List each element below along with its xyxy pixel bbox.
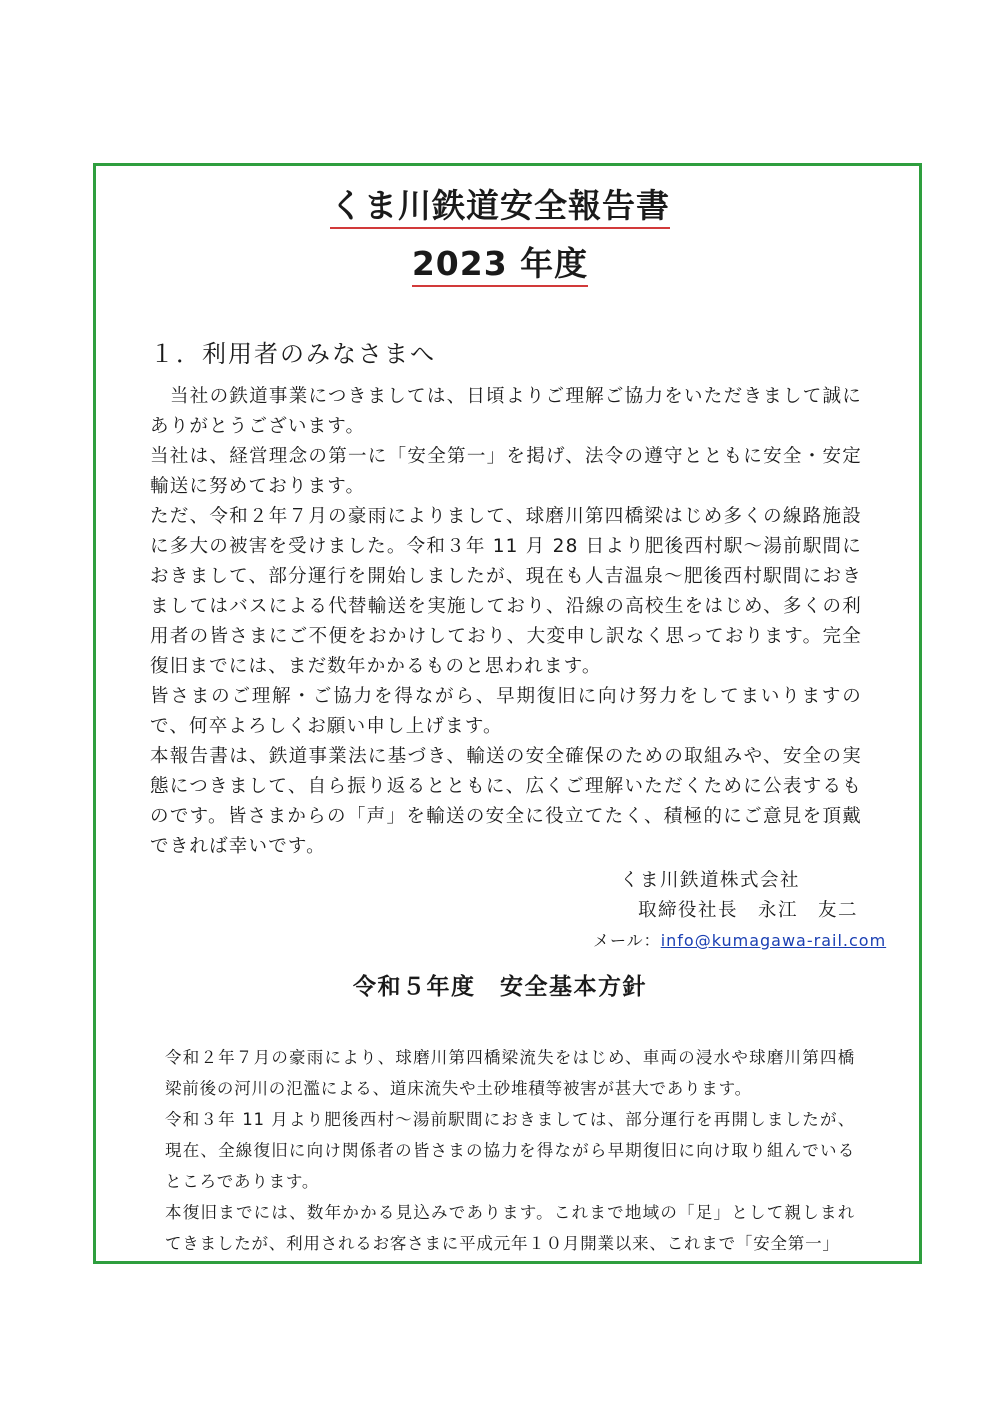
greeting-paragraph-5: 本報告書は、鉄道事業法に基づき、輸送の安全確保のための取組みや、安全の実態につきまして、自ら振り返るとともに、広くご理解いただくために公表するものです。皆さまからの「声」を輸送の安全に役立てたく、積極的にご意見を頂戴できれば幸いです。 [150,746,862,857]
greeting-paragraph-4: 皆さまのご理解・ご協力を得ながら、早期復旧に向け努力をしてまいりますので、何卒よろしくお願い申し上げます。 [150,686,862,737]
greeting-paragraph-2: 当社は、経営理念の第一に「安全第一」を掲げ、法令の遵守とともに安全・安定輸送に努めております。 [150,446,862,497]
report-year [0,238,1000,285]
report-title-text: くま川鉄道安全報告書 [330,186,670,229]
policy-heading: 令和５年度 安全基本方針 [353,974,647,1000]
policy-paragraph-1: 令和２年７月の豪雨により、球磨川第四橋梁流失をはじめ、車両の浸水や球磨川第四橋梁前後の河川の氾濫による、道床流失や土砂堆積等被害が甚大であります。 [165,1048,855,1098]
greeting-paragraph-1: 当社の鉄道事業につきましては、日頃よりご理解ご協力をいただきまして誠にありがとうございます。 [150,386,862,437]
greeting-paragraph-3: ただ、令和２年７月の豪雨によりまして、球磨川第四橋梁はじめ多くの線路施設に多大の被害を受けました。令和３年 11 月 28 日より肥後西村駅〜湯前駅間におきまして、部分運行を開始しましたが、現在も人吉温泉〜肥後西村駅間におきましてはバスによる代替輸送を実施しており、沿線の高校生をはじめ、多くの利用者の皆さまにご不便をおかけしており、大変申し訳なく思っております。完全復旧までには、まだ数年かかるものと思われます。 [150,506,862,677]
mail-label: メール： [593,931,661,950]
policy-paragraph-2: 令和３年 11 月より肥後西村〜湯前駅間におきましては、部分運行を再開しましたが、現在、全線復旧に向け関係者の皆さまの協力を得ながら早期復旧に向け取り組んでいるところであります。 [165,1110,855,1191]
policy-paragraph-3: 本復旧までには、数年かかる見込みであります。これまで地域の「足」として親しまれてきましたが、利用されるお客さまに平成元年１０月開業以来、これまで「安全第一」 [165,1203,855,1253]
contact-mail [593,928,886,951]
report-title [0,180,1000,227]
president-name: 取締役社長 永江 友二 [638,900,859,921]
report-year-text: 2023 年度 [412,244,588,287]
section-heading: １．利用者のみなさまへ [150,340,436,368]
company-name: くま川鉄道株式会社 [620,870,801,891]
mail-link[interactable]: info@kumagawa-rail.com [660,931,887,950]
